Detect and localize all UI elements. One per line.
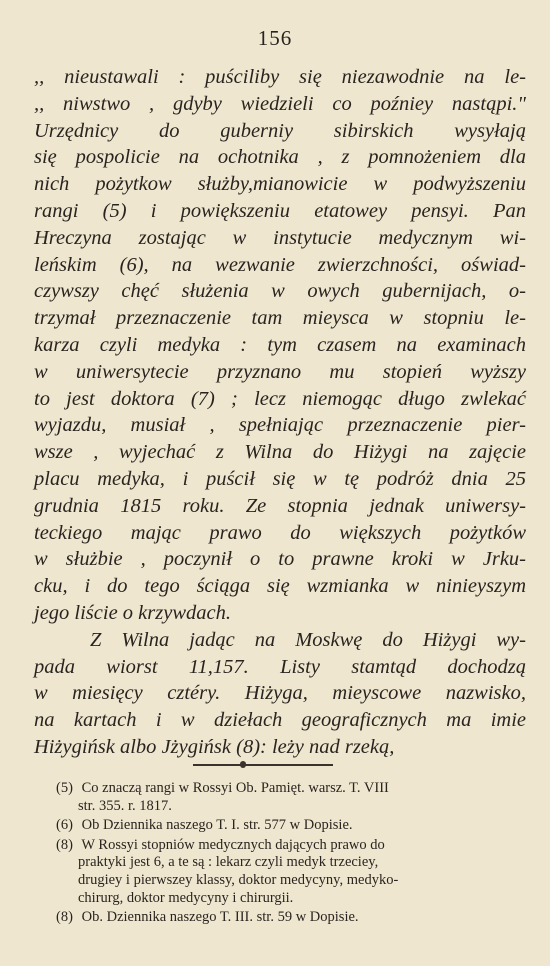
footnote-number: (6)	[56, 817, 73, 834]
main-text	[34, 64, 526, 761]
separator-ornament	[240, 761, 246, 768]
body-line: wyjazdu, musiał , spełniając przeznaczenie pier-	[34, 414, 526, 437]
footnote-text: Ob Dziennika naszego T. I. str. 577 w Dopisie.	[81, 817, 353, 834]
footnote-line	[56, 780, 526, 798]
footnote	[56, 780, 526, 815]
footnote-text: drugiey i pierwszey klassy, doktor medycyny, medyko-	[78, 871, 399, 888]
body-line: rangi (5) i powiększeniu etatowey pensyi. Pan	[34, 199, 526, 222]
separator-rule	[193, 764, 333, 766]
footnote-number: (8)	[56, 836, 73, 853]
footnote-number: (5)	[56, 780, 73, 796]
body-line: jego liście o krzywdach.	[34, 601, 231, 624]
body-line: Hreczyna zostając w instytucie medycznym wi-	[34, 226, 526, 249]
body-line: wsze , wyjechać z Wilna do Hiżygi na zajęcie	[34, 441, 526, 464]
body-line: nich pożytkow służby,mianowicie w podwyższeniu	[34, 173, 526, 196]
body-line: w miesięcy cztéry. Hiżyga, mieyscowe nazwisko,	[34, 682, 526, 705]
footnote-line	[56, 890, 526, 908]
body-line: się pospolicie na ochotnika , z pomnożeniem dla	[34, 146, 526, 169]
body-line: Z Wilna jadąc na Moskwę do Hiżygi wy-	[90, 628, 526, 651]
body-line: czywszy chęć służenia w owych gubernijach, o-	[34, 280, 526, 303]
body-line: trzymał przeznaczenie tam mieysca w stopniu le-	[34, 307, 526, 330]
footnote-number: (8)	[56, 909, 73, 926]
footnote-text: Ob. Dziennika naszego T. III. str. 59 w Dopisie.	[81, 909, 359, 926]
body-line: Hiżygińsk albo Jżygińsk (8): leży nad rzeką,	[34, 735, 395, 758]
footnote-line	[56, 909, 526, 927]
body-line: pada wiorst 11,157. Listy stamtąd dochodzą	[34, 655, 526, 678]
body-line: leńskim (6), na wezwanie zwierzchności, oświad-	[34, 253, 526, 276]
body-line: ,, niwstwo , gdyby wiedzieli co poźniey nastąpi."	[34, 92, 526, 115]
footnote-text: str. 355. r. 1817.	[78, 797, 172, 814]
footnote-line	[56, 837, 526, 855]
body-line: karza czyli medyka : tym czasem na examinach	[34, 333, 526, 356]
body-line: ,, nieustawali : puściliby się niezawodnie na le-	[34, 66, 526, 88]
body-line: teckiego mając prawo do większych pożytków	[34, 521, 526, 544]
footnote-text: Co znaczą rangi w Rossyi Ob. Pamięt. warsz. T. VIII	[81, 780, 389, 796]
footnote	[56, 817, 526, 835]
footnote-text: praktyki jest 6, a te są : lekarz czyli medyk trzeciey,	[78, 854, 379, 871]
body-line: w uniwersytecie przyznano mu stopień wyższy	[34, 360, 526, 383]
footnote-line	[56, 817, 526, 835]
body-line: to jest doktora (7) ; lecz niemogąc długo zwlekać	[34, 387, 526, 410]
footnote	[56, 837, 526, 907]
body-line: grudnia 1815 roku. Ze stopnia jednak uniwersy-	[34, 494, 526, 517]
body-line: Urzędnicy do guberniy sibirskich wysyłają	[34, 119, 526, 142]
footnote-text: W Rossyi stopniów medycznych dających prawo do	[81, 836, 385, 853]
footnote-line	[56, 854, 526, 872]
body-line: placu medyka, i puścił się w tę podróż dnia 25	[34, 467, 526, 490]
footnote-line	[56, 798, 526, 816]
footnote-text: chirurg, doktor medycyny i chirurgii.	[78, 889, 294, 906]
body-line: cku, i do tego ściąga się wzmianka w ninieyszym	[34, 575, 526, 598]
body-line: w służbie , poczynił o to prawne kroki w Jrku-	[34, 548, 526, 571]
footnote-line	[56, 872, 526, 890]
page-number: 156	[257, 26, 293, 50]
body-line: na kartach i w dziełach geograficznych ma imie	[34, 709, 526, 732]
footnotes	[56, 780, 526, 929]
footnote	[56, 909, 526, 927]
footnote-separator	[0, 761, 550, 769]
